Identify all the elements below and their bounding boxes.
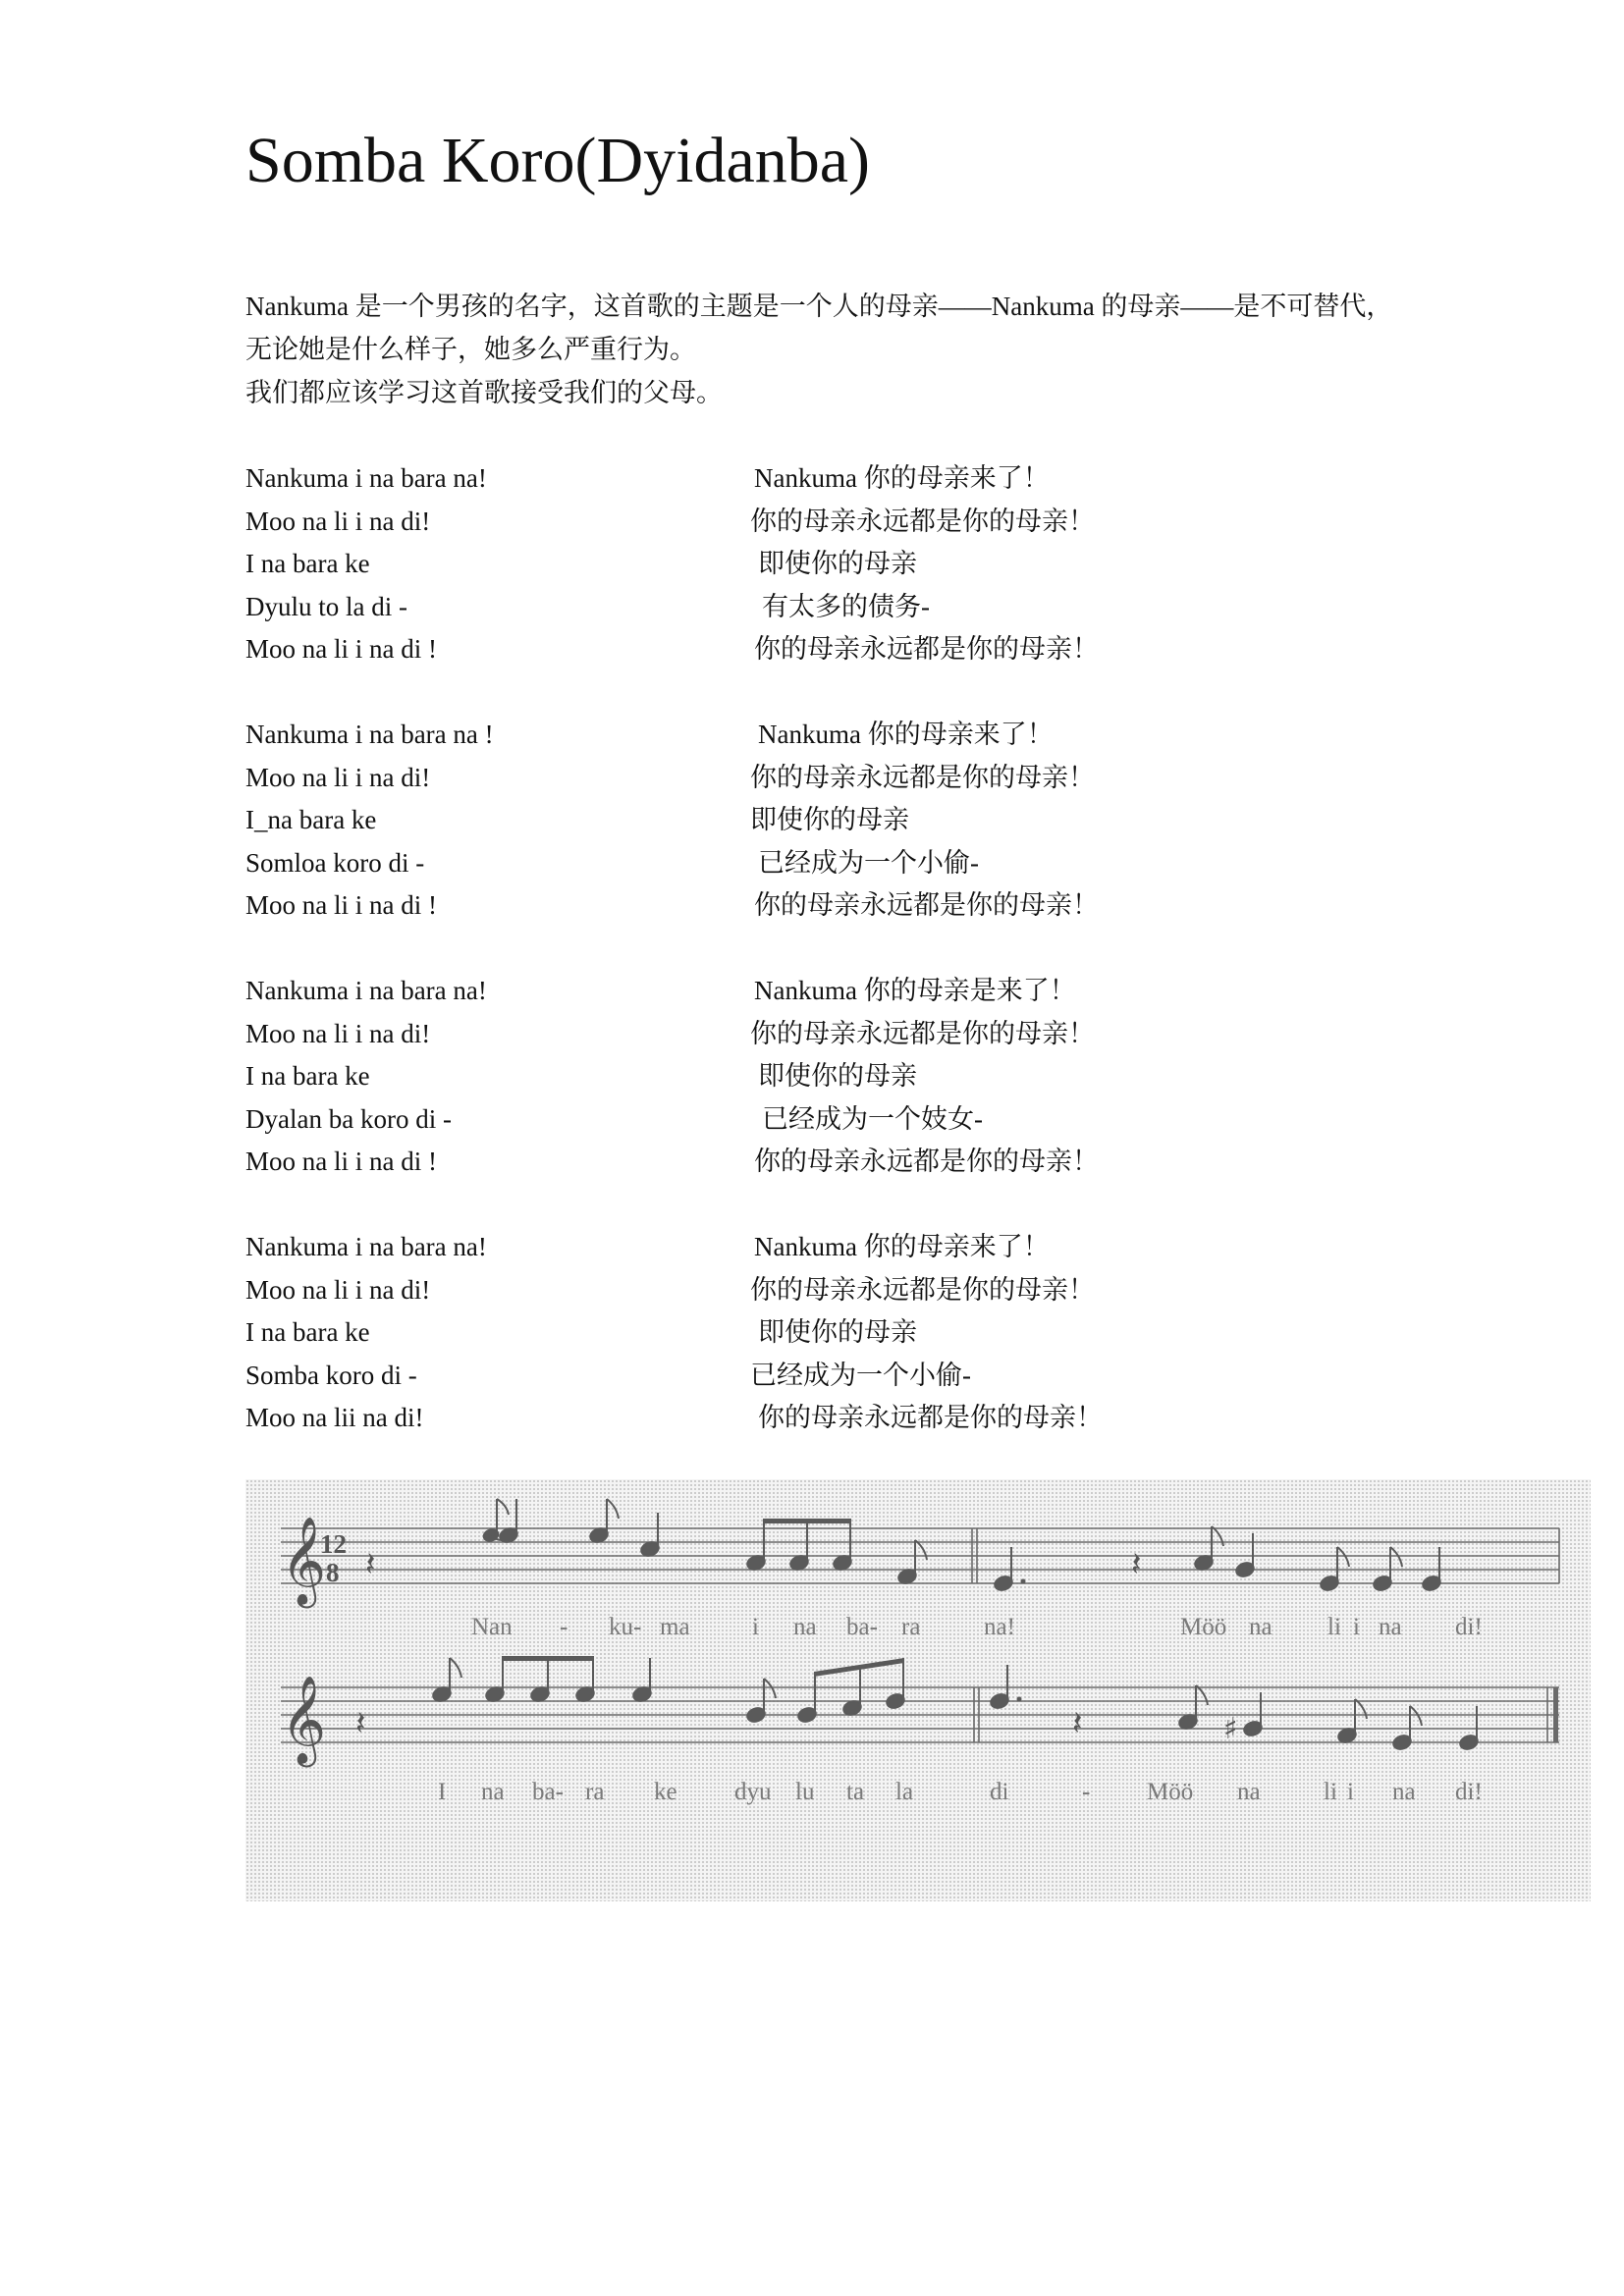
- lyric-original: Nankuma i na bara na !: [245, 719, 494, 749]
- lyric-line: [245, 1141, 1424, 1184]
- lyric-original: Nankuma i na bara na!: [245, 975, 487, 1005]
- lyric-translation: 即使你的母亲: [758, 1317, 917, 1348]
- lyric-line: [245, 543, 1424, 586]
- lyric-line: [245, 1098, 1424, 1142]
- lyric-translation: 已经成为一个妓女-: [762, 1103, 983, 1134]
- lyric-line: [245, 457, 1424, 501]
- lyric-line: [245, 1311, 1424, 1355]
- lyric-syllable: I: [438, 1779, 447, 1805]
- lyric-original: Moo na li i na di !: [245, 634, 437, 665]
- lyric-line: [245, 714, 1424, 757]
- lyric-syllable: lu: [795, 1779, 815, 1805]
- lyric-syllable: na: [793, 1614, 817, 1640]
- lyric-translation: 你的母亲永远都是你的母亲！: [750, 1274, 1095, 1305]
- lyric-line: [245, 884, 1424, 928]
- lyric-line: [245, 842, 1424, 885]
- sharp-icon: ♯: [1223, 1712, 1238, 1746]
- lyric-original: Dyulu to la di -: [245, 591, 407, 621]
- lyric-original: Dyalan ba koro di -: [245, 1103, 452, 1134]
- lyric-original: Somloa koro di -: [245, 847, 425, 878]
- lyric-syllable: li: [1327, 1614, 1341, 1640]
- lyric-original: I_na bara ke: [245, 805, 377, 835]
- lyric-syllable: -: [560, 1614, 568, 1640]
- lyric-translation: 有太多的债务-: [762, 591, 930, 621]
- lyric-syllable: ra: [901, 1614, 921, 1640]
- time-signature-bottom: 8: [326, 1558, 340, 1587]
- lyric-translation: 已经成为一个小偷-: [758, 847, 979, 878]
- treble-clef-icon: 𝄞: [281, 1676, 327, 1764]
- lyric-syllable: na: [1379, 1614, 1402, 1640]
- verse-2: [245, 714, 1424, 928]
- staff-2: [281, 1687, 1559, 1742]
- lyric-line: [245, 586, 1424, 629]
- lyric-translation: 你的母亲永远都是你的母亲！: [754, 890, 1099, 921]
- lyric-translation: 即使你的母亲: [758, 549, 917, 579]
- intro-line: Nankuma 是一个男孩的名字，这首歌的主题是一个人的母亲——Nankuma 的母亲——是不可替代，: [245, 292, 1393, 321]
- lyric-original: Moo na li i na di!: [245, 1018, 431, 1048]
- lyric-original: Moo na li i na di!: [245, 1274, 431, 1305]
- lyric-syllable: ra: [585, 1779, 605, 1805]
- lyric-syllable: ba-: [846, 1614, 878, 1640]
- lyric-translation: 即使你的母亲: [750, 805, 909, 835]
- rest-icon: 𝄽: [355, 1704, 366, 1743]
- lyric-syllable: i: [1347, 1779, 1354, 1805]
- lyric-original: Moo na lii na di!: [245, 1403, 424, 1433]
- lyric-line: [245, 501, 1424, 544]
- lyric-original: I na bara ke: [245, 1061, 370, 1092]
- lyric-syllable: di!: [1455, 1614, 1483, 1640]
- lyric-translation: 你的母亲永远都是你的母亲！: [750, 762, 1095, 792]
- lyric-translation: Nankuma 你的母亲来了！: [754, 1231, 1050, 1261]
- staff-1: [281, 1528, 1559, 1583]
- page-title: Somba Koro(Dyidanba): [245, 125, 871, 196]
- lyric-translation: 你的母亲永远都是你的母亲！: [750, 506, 1095, 536]
- lyric-original: Moo na li i na di!: [245, 506, 431, 536]
- lyric-syllable: li: [1324, 1779, 1337, 1805]
- lyric-line: [245, 1397, 1424, 1440]
- lyric-translation: 你的母亲永远都是你的母亲！: [754, 1147, 1099, 1177]
- lyric-syllable: la: [895, 1779, 914, 1805]
- lyric-syllable: ma: [660, 1614, 690, 1640]
- lyric-line: [245, 1226, 1424, 1269]
- lyric-original: Somba koro di -: [245, 1360, 417, 1390]
- lyric-syllable: di!: [1455, 1779, 1483, 1805]
- lyric-syllable: Nan: [471, 1614, 513, 1640]
- lyric-syllable: ta: [846, 1779, 865, 1805]
- lyric-translation: 即使你的母亲: [758, 1061, 917, 1092]
- lyric-original: I na bara ke: [245, 549, 370, 579]
- lyric-line: [245, 1013, 1424, 1056]
- lyric-line: [245, 628, 1424, 671]
- lyric-translation: 你的母亲永远都是你的母亲！: [758, 1403, 1103, 1433]
- lyrics-line-1: [471, 1614, 1483, 1640]
- lyric-line: [245, 970, 1424, 1013]
- lyric-syllable: i: [752, 1614, 759, 1640]
- lyric-syllable: -: [1082, 1779, 1091, 1805]
- lyric-syllable: ba-: [532, 1779, 564, 1805]
- lyric-line: [245, 1055, 1424, 1098]
- lyric-original: Nankuma i na bara na!: [245, 463, 487, 493]
- lyric-syllable: dyu: [734, 1779, 772, 1805]
- rest-icon: 𝄽: [1131, 1545, 1142, 1584]
- sheet-music: [245, 1479, 1591, 1901]
- lyric-syllable: na: [1392, 1779, 1416, 1805]
- intro-line: 无论她是什么样子，她多么严重行为。: [245, 335, 696, 364]
- lyric-line: [245, 1269, 1424, 1312]
- verse-1: [245, 457, 1424, 671]
- lyric-translation: 你的母亲永远都是你的母亲！: [754, 634, 1099, 665]
- lyric-syllable: na: [481, 1779, 505, 1805]
- staff-1-notes: [482, 1499, 1442, 1592]
- lyric-original: Nankuma i na bara na!: [245, 1231, 487, 1261]
- lyric-syllable: ke: [654, 1779, 677, 1805]
- rest-icon: 𝄽: [365, 1545, 376, 1584]
- lyric-original: Moo na li i na di!: [245, 762, 431, 792]
- treble-clef-icon: 𝄞: [281, 1517, 327, 1605]
- lyric-syllable: Möö: [1147, 1779, 1194, 1805]
- lyric-syllable: na: [1237, 1779, 1261, 1805]
- lyric-line: [245, 1355, 1424, 1398]
- lyric-line: [245, 757, 1424, 800]
- lyric-translation: 你的母亲永远都是你的母亲！: [750, 1018, 1095, 1048]
- lyrics-verses: [245, 457, 1424, 1482]
- lyric-syllable: na: [1249, 1614, 1272, 1640]
- lyric-syllable: di: [990, 1779, 1009, 1805]
- lyric-syllable: na!: [984, 1614, 1015, 1640]
- verse-4: [245, 1226, 1424, 1440]
- lyric-syllable: ku-: [609, 1614, 642, 1640]
- lyric-original: Moo na li i na di !: [245, 890, 437, 921]
- lyric-syllable: i: [1353, 1614, 1360, 1640]
- intro-paragraph: [245, 285, 1522, 414]
- lyric-translation: Nankuma 你的母亲是来了！: [754, 975, 1076, 1005]
- time-signature-top: 12: [320, 1529, 347, 1559]
- intro-line: 我们都应该学习这首歌接受我们的父母。: [245, 378, 723, 407]
- lyric-original: I na bara ke: [245, 1317, 370, 1348]
- lyric-line: [245, 799, 1424, 842]
- verse-3: [245, 970, 1424, 1184]
- lyric-translation: Nankuma 你的母亲来了！: [758, 719, 1054, 749]
- staff-2-notes: [431, 1656, 1479, 1751]
- lyric-syllable: Möö: [1180, 1614, 1227, 1640]
- lyric-original: Moo na li i na di !: [245, 1147, 437, 1177]
- lyric-translation: 已经成为一个小偷-: [750, 1360, 971, 1390]
- lyrics-line-2: [438, 1779, 1483, 1805]
- lyric-translation: Nankuma 你的母亲来了！: [754, 463, 1050, 493]
- rest-icon: 𝄽: [1072, 1704, 1083, 1743]
